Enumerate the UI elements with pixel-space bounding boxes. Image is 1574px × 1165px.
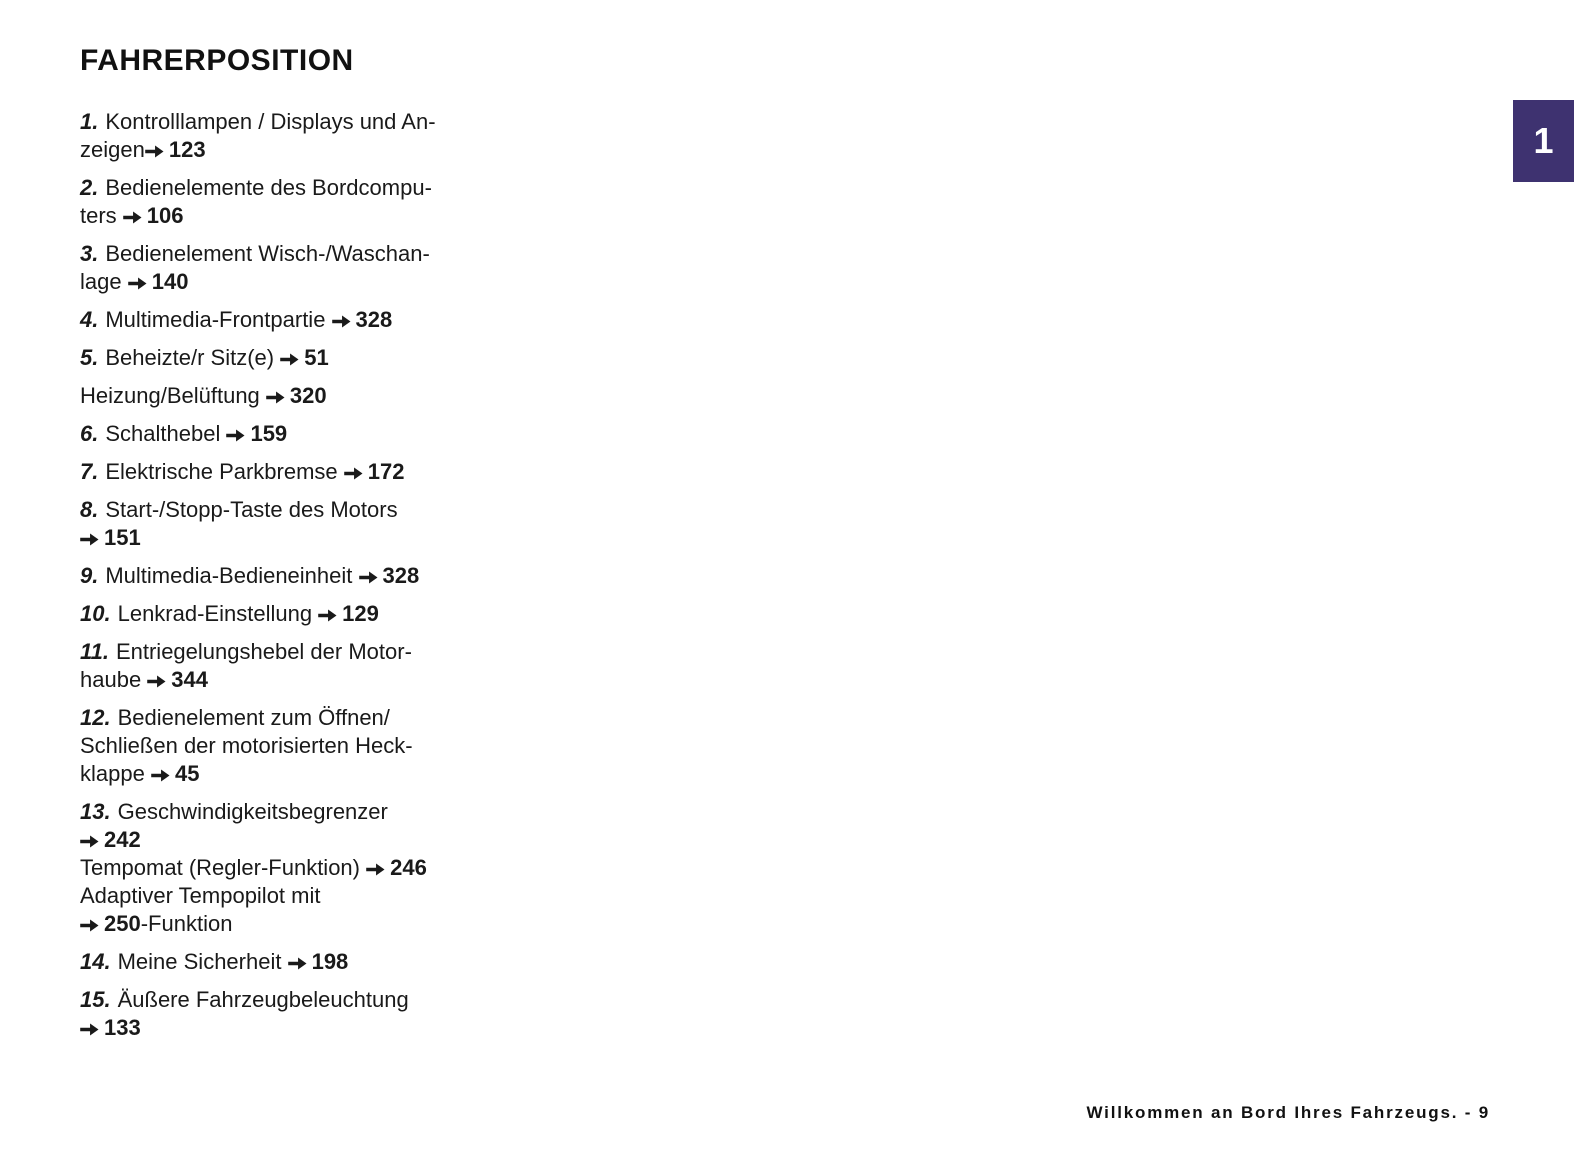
page-reference: 172 (367, 459, 405, 484)
item-text: Tempomat (Regler-Funktion) (80, 855, 367, 880)
list-item (80, 798, 570, 938)
list-item (80, 382, 570, 410)
page-ref-arrow-icon (359, 562, 378, 590)
item-text: lage (80, 269, 128, 294)
page-reference: 129 (342, 601, 379, 626)
page-title: FAHRERPOSITION (80, 44, 354, 77)
list-item (80, 496, 570, 552)
item-text: Schließen der motorisierten Heck- (80, 733, 413, 758)
chapter-number: 1 (1533, 120, 1554, 161)
page-ref-arrow-icon (80, 524, 99, 552)
item-number: 6. (80, 421, 99, 446)
page-ref-arrow-icon (145, 136, 164, 164)
page-ref-arrow-icon (147, 666, 166, 694)
item-text: Bedienelement Wisch-/Waschan- (105, 241, 430, 266)
item-number: 9. (80, 563, 99, 588)
page-reference: 45 (174, 761, 200, 786)
list-item (80, 240, 570, 296)
item-text: Elektrische Parkbremse (105, 459, 344, 484)
item-number: 12. (80, 705, 111, 730)
page-reference: 328 (355, 307, 393, 332)
chapter-tab (1513, 100, 1574, 182)
page-ref-arrow-icon (151, 760, 170, 788)
page-reference: 151 (104, 525, 141, 550)
page-ref-arrow-icon (366, 854, 385, 882)
page-ref-arrow-icon (318, 600, 337, 628)
item-number: 2. (80, 175, 99, 200)
item-text: -Funktion (140, 911, 233, 936)
content-column (80, 44, 570, 1052)
item-text: Geschwindigkeitsbegrenzer (117, 799, 388, 824)
item-text: haube (80, 667, 148, 692)
item-text: Bedienelemente des Bordcompu- (105, 175, 432, 200)
page-ref-arrow-icon (226, 420, 245, 448)
item-text: Äußere Fahrzeugbeleuchtung (117, 987, 409, 1012)
item-text: Multimedia-Frontpartie (105, 307, 332, 332)
item-number: 7. (80, 459, 99, 484)
item-text: Beheizte/r Sitz(e) (105, 345, 281, 370)
list-item (80, 344, 570, 372)
item-text: Kontrolllampen / Displays und An- (105, 109, 436, 134)
page-reference: 246 (390, 855, 427, 880)
item-number: 3. (80, 241, 99, 266)
item-number: 5. (80, 345, 99, 370)
page-ref-arrow-icon (344, 458, 363, 486)
item-text: Lenkrad-Einstellung (117, 601, 319, 626)
item-number: 1. (80, 109, 99, 134)
page-reference: 242 (104, 827, 141, 852)
page-ref-arrow-icon (80, 910, 99, 938)
item-number: 10. (80, 601, 111, 626)
list-item (80, 420, 570, 448)
item-text: Start-/Stopp-Taste des Motors (105, 497, 398, 522)
page-reference: 250 (104, 911, 141, 936)
list-item (80, 108, 570, 164)
page-reference: 328 (382, 563, 420, 588)
page-reference: 159 (250, 421, 288, 446)
item-text: zeigen (80, 137, 145, 162)
list-item (80, 562, 570, 590)
item-number: 11. (80, 639, 109, 664)
page-ref-arrow-icon (80, 1014, 99, 1042)
item-text: Entriegelungshebel der Motor- (115, 639, 412, 664)
page-ref-arrow-icon (128, 268, 147, 296)
page-reference: 344 (171, 667, 209, 692)
list-item (80, 458, 570, 486)
item-text: klappe (80, 761, 151, 786)
item-number: 4. (80, 307, 99, 332)
page-reference: 320 (289, 383, 327, 408)
item-text: Multimedia-Bedieneinheit (105, 563, 359, 588)
page-ref-arrow-icon (123, 202, 142, 230)
page-ref-arrow-icon (288, 948, 307, 976)
list-item (80, 704, 570, 788)
list-item (80, 638, 570, 694)
list-item (80, 174, 570, 230)
list-item (80, 986, 570, 1042)
page-reference: 51 (304, 345, 329, 370)
item-number: 15. (80, 987, 111, 1012)
page-ref-arrow-icon (80, 826, 99, 854)
item-number: 14. (80, 949, 111, 974)
page-reference: 140 (151, 269, 189, 294)
item-text: ters (80, 203, 123, 228)
page-reference: 133 (104, 1015, 141, 1040)
item-text: Meine Sicherheit (117, 949, 288, 974)
page-reference: 123 (168, 137, 206, 162)
list-item (80, 948, 570, 976)
item-text: Adaptiver Tempopilot mit (80, 883, 321, 908)
list-item (80, 306, 570, 334)
list-item (80, 600, 570, 628)
item-number: 13. (80, 799, 111, 824)
footer-text: Willkommen an Bord Ihres Fahrzeugs. - 9 (1086, 1103, 1490, 1122)
page-ref-arrow-icon (280, 344, 299, 372)
page-ref-arrow-icon (266, 382, 285, 410)
item-number: 8. (80, 497, 99, 522)
item-text: Schalthebel (105, 421, 227, 446)
item-text: Bedienelement zum Öffnen/ (117, 705, 390, 730)
item-text: Heizung/Belüftung (80, 383, 266, 408)
page-reference: 106 (146, 203, 184, 228)
item-list (80, 108, 570, 1042)
page-ref-arrow-icon (332, 306, 351, 334)
page-reference: 198 (311, 949, 349, 974)
